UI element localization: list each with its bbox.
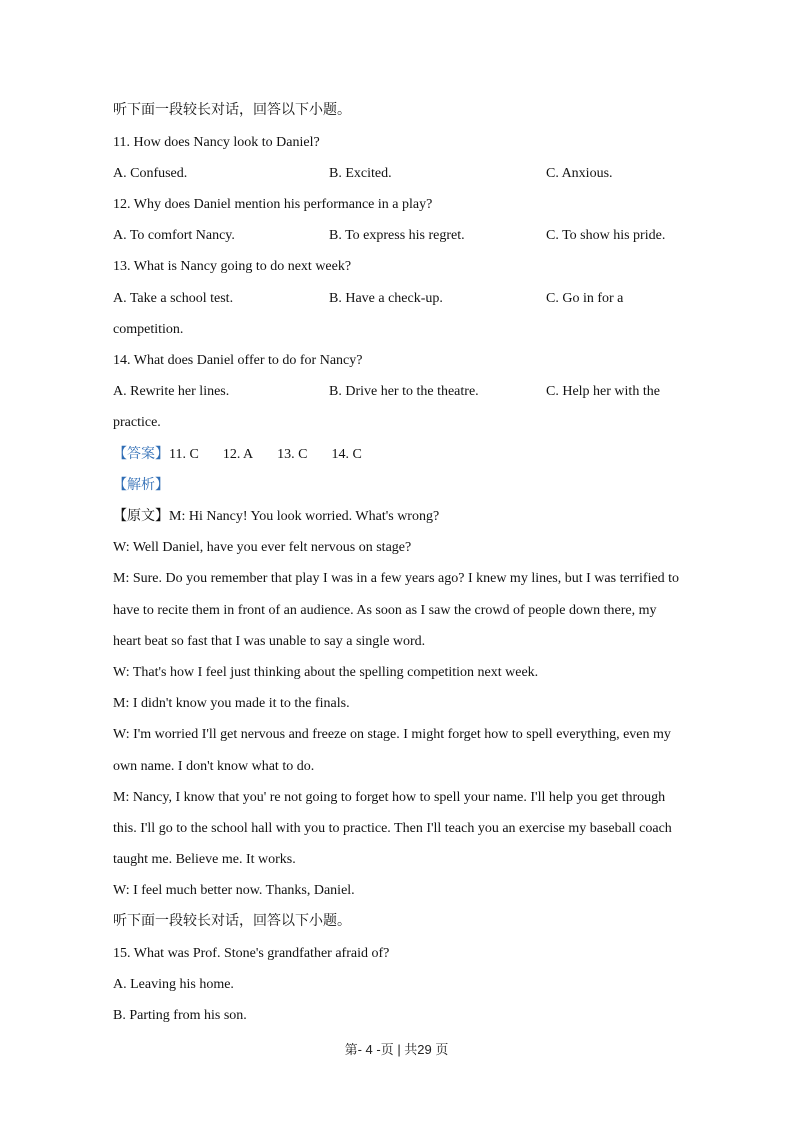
transcript-line: own name. I don't know what to do. [113, 759, 315, 774]
option-b: B. Excited. [329, 166, 392, 181]
option-c: C. Help her with the [546, 384, 660, 399]
option-a: A. Rewrite her lines. [113, 384, 230, 399]
transcript-line: M: Sure. Do you remember that play I was in a few years ago? I knew my lines, but I was terrified to [113, 571, 680, 586]
option-c: C. Anxious. [546, 166, 613, 181]
question-15: 15. What was Prof. Stone's grandfather afraid of? [113, 946, 390, 961]
question-13: 13. What is Nancy going to do next week? [113, 259, 352, 274]
question-12: 12. Why does Daniel mention his performance in a play? [113, 197, 433, 212]
option-c: C. Go in for a [546, 291, 624, 306]
answer: 11. C [169, 447, 199, 462]
option-a: A. Confused. [113, 166, 188, 181]
question-14: 14. What does Daniel offer to do for Nancy? [113, 353, 363, 368]
option-b: B. Drive her to the theatre. [329, 384, 479, 399]
option-a: A. To comfort Nancy. [113, 228, 235, 243]
answer-label: 【答案】 [113, 447, 169, 462]
transcript-line: this. I'll go to the school hall with you to practice. Then I'll teach you an exercise my baseball coach [113, 821, 672, 836]
analysis-label: 【解析】 [113, 478, 169, 493]
answer-line [113, 446, 386, 464]
transcript-line: W: That's how I feel just thinking about the spelling competition next week. [113, 665, 539, 680]
option-a: A. Leaving his home. [113, 977, 234, 992]
option-c-continued: competition. [113, 322, 184, 337]
transcript-line: W: I feel much better now. Thanks, Daniel. [113, 883, 355, 898]
answer: 13. C [277, 447, 308, 462]
option-a: A. Take a school test. [113, 291, 234, 306]
transcript-line [113, 508, 439, 526]
transcript-label: 【原文】 [113, 509, 169, 524]
option-c-continued: practice. [113, 415, 161, 430]
question-11: 11. How does Nancy look to Daniel? [113, 135, 320, 150]
transcript-line: heart beat so fast that I was unable to say a single word. [113, 634, 426, 649]
option-b: B. Have a check-up. [329, 291, 443, 306]
transcript-line: have to recite them in front of an audience. As soon as I saw the crowd of people down there, my [113, 603, 657, 618]
option-b: B. Parting from his son. [113, 1008, 247, 1023]
transcript-line: W: I'm worried I'll get nervous and freeze on stage. I might forget how to spell everything, even my [113, 727, 671, 742]
section-heading: 听下面一段较长对话，回答以下小题。 [113, 103, 351, 118]
option-c: C. To show his pride. [546, 228, 666, 243]
page-footer: 第- 4 -页 | 共29 页 [344, 1042, 449, 1057]
transcript-text: M: Hi Nancy! You look worried. What's wrong? [169, 509, 440, 524]
answer: 14. C [331, 447, 362, 462]
transcript-line: M: I didn't know you made it to the finals. [113, 696, 350, 711]
transcript-line: M: Nancy, I know that you' re not going to forget how to spell your name. I'll help you get through [113, 790, 666, 805]
option-b: B. To express his regret. [329, 228, 465, 243]
transcript-line: taught me. Believe me. It works. [113, 852, 296, 867]
transcript-line: W: Well Daniel, have you ever felt nervous on stage? [113, 540, 412, 555]
section-heading: 听下面一段较长对话，回答以下小题。 [113, 914, 351, 929]
answer: 12. A [222, 447, 254, 462]
